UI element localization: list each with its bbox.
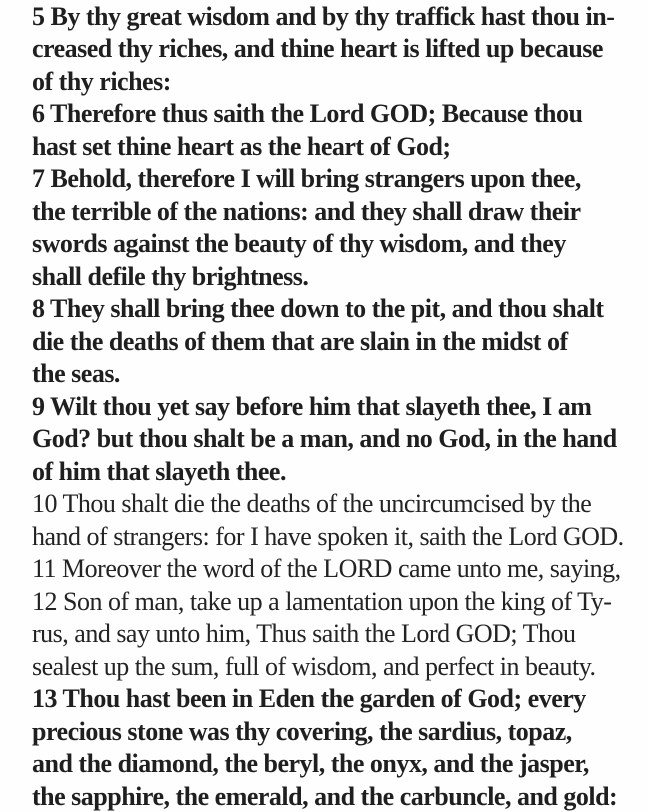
- verse-line: [32, 196, 644, 228]
- verse-line: [32, 293, 644, 325]
- verse-text: Wilt thou yet say before him that slayeth thee, I am: [50, 391, 592, 421]
- verse-line: [32, 261, 644, 293]
- verse-line: [32, 521, 644, 553]
- verse-text: hast set thine heart as the heart of God;: [32, 131, 451, 161]
- verse-text: the sapphire, the emerald, and the carbuncle, and gold:: [32, 781, 618, 811]
- verse-line: [32, 781, 644, 812]
- verse-text: of thy riches:: [32, 66, 171, 96]
- verse-6[interactable]: [32, 98, 644, 163]
- verse-line: [32, 1, 644, 33]
- verse-line: [32, 326, 644, 358]
- verse-number: 7: [32, 164, 45, 194]
- verse-line: [32, 456, 644, 488]
- verse-line: [32, 586, 644, 618]
- verse-number: 10: [32, 489, 57, 519]
- verse-text: the terrible of the nations: and they shall draw their: [32, 196, 581, 226]
- verse-line: [32, 488, 644, 520]
- verse-text: Behold, therefore I will bring strangers upon thee,: [50, 164, 581, 194]
- verse-text: Thou shalt die the deaths of the uncircumcised by the: [62, 489, 592, 519]
- verse-9[interactable]: [32, 391, 644, 488]
- verse-text: Therefore thus saith the Lord GOD; Because thou: [50, 99, 583, 129]
- verse-text: God? but thou shalt be a man, and no God, in the hand: [32, 424, 617, 454]
- verse-5[interactable]: [32, 1, 644, 98]
- verse-text: Moreover the word of the LORD came unto me, saying,: [62, 554, 621, 584]
- verse-number: 13: [32, 684, 57, 714]
- verse-line: [32, 66, 644, 98]
- verse-number: 8: [32, 294, 45, 324]
- verse-text: and the diamond, the beryl, the onyx, and the jasper,: [32, 749, 589, 779]
- verse-number: 11: [32, 554, 57, 584]
- verse-11[interactable]: [32, 553, 644, 585]
- verse-line: [32, 748, 644, 780]
- passage: [32, 1, 644, 812]
- verse-text: Thou hast been in Eden the garden of God; every: [62, 684, 586, 714]
- verse-text: precious stone was thy covering, the sardius, topaz,: [32, 716, 572, 746]
- verse-line: [32, 651, 644, 683]
- verse-text: swords against the beauty of thy wisdom, and they: [32, 229, 566, 259]
- verse-line: [32, 131, 644, 163]
- verse-text: rus, and say unto him, Thus saith the Lord GOD; Thou: [32, 619, 576, 649]
- verse-text: of him that slayeth thee.: [32, 456, 286, 486]
- verse-text: the seas.: [32, 359, 120, 389]
- verse-line: [32, 553, 644, 585]
- verse-text: Son of man, take up a lamentation upon the king of Ty-: [63, 586, 612, 616]
- verse-line: [32, 358, 644, 390]
- verse-number: 12: [32, 586, 57, 616]
- verse-line: [32, 716, 644, 748]
- verse-number: 5: [32, 2, 45, 31]
- verse-10[interactable]: [32, 488, 644, 553]
- verse-line: [32, 33, 644, 65]
- verse-text: They shall bring thee down to the pit, and thou shalt: [50, 294, 604, 324]
- verse-line: [32, 391, 644, 423]
- verse-number: 6: [32, 99, 45, 129]
- verse-line: [32, 98, 644, 130]
- verse-text: die the deaths of them that are slain in the midst of: [32, 326, 568, 356]
- verse-text: sealest up the sum, full of wisdom, and perfect in beauty.: [32, 651, 596, 681]
- verse-7[interactable]: [32, 163, 644, 293]
- verse-line: [32, 423, 644, 455]
- verse-line: [32, 163, 644, 195]
- verse-8[interactable]: [32, 293, 644, 390]
- verse-line: [32, 618, 644, 650]
- verse-text: By thy great wisdom and by thy traffick hast thou in-: [50, 2, 615, 31]
- verse-12[interactable]: [32, 586, 644, 683]
- verse-line: [32, 228, 644, 260]
- verse-number: 9: [32, 391, 45, 421]
- verse-text: shall defile thy brightness.: [32, 261, 309, 291]
- verse-line: [32, 683, 644, 715]
- verse-text: hand of strangers: for I have spoken it, saith the Lord GOD.: [32, 521, 624, 551]
- verse-13[interactable]: [32, 683, 644, 812]
- verse-text: creased thy riches, and thine heart is lifted up because: [32, 34, 603, 64]
